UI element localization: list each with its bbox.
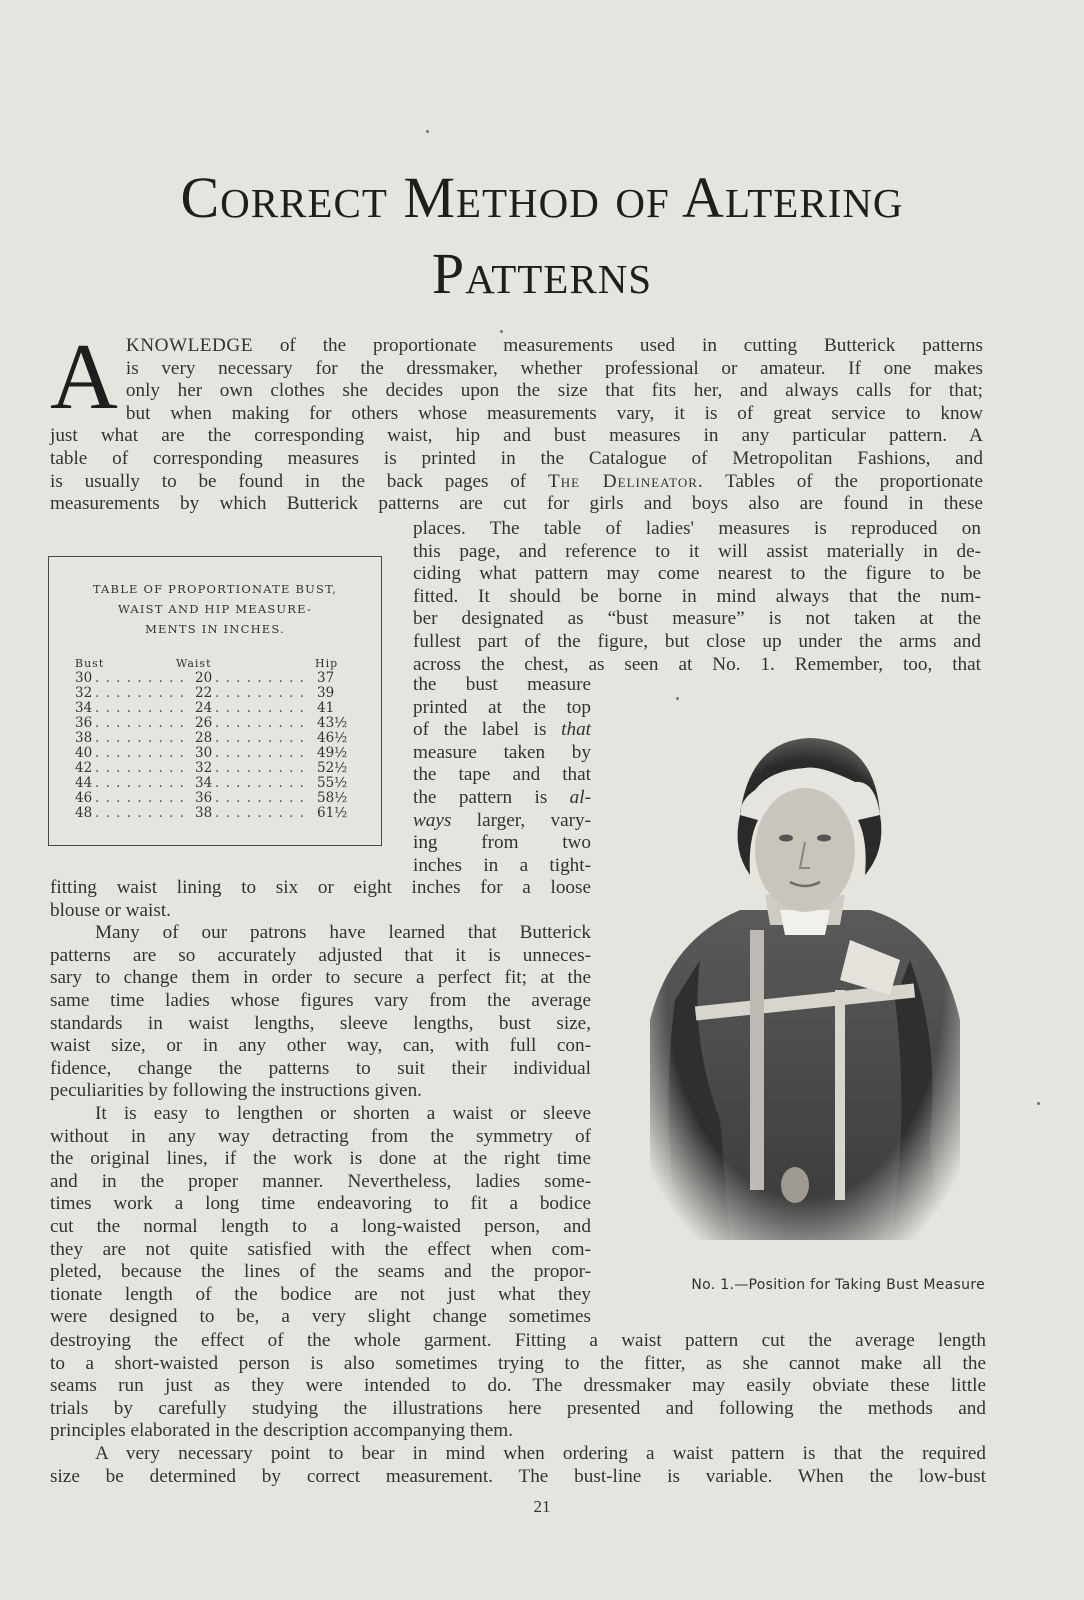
body-line: sary to change them in order to secure a perfect fit; at the bbox=[50, 967, 591, 989]
table-cell: 52½ bbox=[317, 760, 348, 776]
body-line: size be determined by correct measurement. The bust-line is variable. When the low-bust bbox=[50, 1465, 986, 1487]
table-body bbox=[75, 671, 347, 821]
table-cell: 32 bbox=[195, 760, 213, 776]
table-row bbox=[75, 761, 347, 776]
table-cell: 48 bbox=[75, 805, 93, 821]
body-line: were designed to be, a very slight change sometimes bbox=[50, 1306, 591, 1328]
table-cell: 30 bbox=[75, 670, 93, 686]
table-cell: 44 bbox=[75, 775, 93, 791]
header-hip: Hip bbox=[315, 657, 339, 670]
dot-leader: . . . . . . . . . bbox=[215, 671, 305, 686]
body-line: Many of our patrons have learned that Butterick bbox=[95, 922, 591, 944]
print-speck bbox=[426, 130, 429, 133]
page-title bbox=[60, 160, 1024, 312]
table-row bbox=[75, 701, 347, 716]
table-cell: 26 bbox=[195, 715, 213, 731]
table-cell: 36 bbox=[195, 790, 213, 806]
dot-leader: . . . . . . . . . bbox=[95, 776, 185, 791]
table-cell: 43½ bbox=[317, 715, 348, 731]
dot-leader: . . . . . . . . . bbox=[95, 701, 185, 716]
body-line: peculiarities by following the instructions given. bbox=[50, 1080, 422, 1102]
body-line: same time ladies whose figures vary from the average bbox=[50, 989, 591, 1011]
table-cell: 58½ bbox=[317, 790, 348, 806]
body-line: fitting waist lining to six or eight inches for a loose bbox=[50, 877, 591, 898]
body-line: patterns are so accurately adjusted that it is unneces- bbox=[50, 944, 591, 966]
table-cell: 34 bbox=[195, 775, 213, 791]
portrait-photo bbox=[640, 720, 970, 1240]
dot-leader: . . . . . . . . . bbox=[95, 806, 185, 821]
body-line: to a short-waisted person is also sometimes trying to the fitter, as she cannot make all the bbox=[50, 1352, 986, 1374]
intro-line: KNOWLEDGE of the proportionate measurements used in cutting Butterick patterns bbox=[125, 335, 983, 356]
left-column-text bbox=[50, 877, 591, 1329]
body-line: the bust measure bbox=[413, 674, 591, 695]
dot-leader: . . . . . . . . . bbox=[215, 761, 305, 776]
body-line: table of corresponding measures is printed in the Catalogue of Metropolitan Fashions, and bbox=[50, 447, 983, 469]
table-row bbox=[75, 731, 347, 746]
body-line: tionate length of the bodice are not just what they bbox=[50, 1283, 591, 1305]
body-line: blouse or waist. bbox=[50, 899, 171, 921]
body-line: trials by carefully studying the illustrations here presented and following the methods and bbox=[50, 1397, 986, 1419]
intro-line: but when making for others whose measurements vary, it is of great service to know bbox=[125, 402, 983, 424]
italic-word: that bbox=[561, 719, 591, 741]
dot-leader: . . . . . . . . . bbox=[215, 806, 305, 821]
italic-word: al- bbox=[569, 786, 591, 808]
print-speck bbox=[676, 697, 679, 700]
dot-leader: . . . . . . . . . bbox=[215, 716, 305, 731]
table-caption: TABLE OF PROPORTIONATE BUST, WAIST AND HIP MEASURE- MENTS IN INCHES. bbox=[92, 582, 338, 636]
table-row bbox=[75, 746, 347, 761]
body-line: and in the proper manner. Nevertheless, ladies some- bbox=[50, 1170, 591, 1192]
bottom-text bbox=[50, 1330, 986, 1488]
table-cell: 28 bbox=[195, 730, 213, 746]
table-row bbox=[75, 776, 347, 791]
table-cell: 46½ bbox=[317, 730, 348, 746]
body-line: measurements by which Butterick patterns are cut for girls and boys also are found in these bbox=[50, 493, 983, 515]
dot-leader: . . . . . . . . . bbox=[215, 791, 305, 806]
body-line: printed at the top bbox=[413, 696, 591, 718]
body-line: pleted, because the lines of the seams and the propor- bbox=[50, 1261, 591, 1283]
table-cell: 49½ bbox=[317, 745, 348, 761]
dot-leader: . . . . . . . . . bbox=[215, 776, 305, 791]
title-line-2: Patterns bbox=[431, 241, 653, 306]
table-cell: 40 bbox=[75, 745, 93, 761]
table-cell: 39 bbox=[317, 685, 335, 701]
body-line: inches in a tight- bbox=[413, 854, 591, 876]
body-line: is usually to be found in the back pages of The Delineator. Tables of the proportionate bbox=[50, 470, 984, 492]
intro-line: is very necessary for the dressmaker, whether professional or amateur. If one makes bbox=[125, 357, 983, 379]
table-cell: 36 bbox=[75, 715, 93, 731]
body-line: standards in waist lengths, sleeve lengths, bust size, bbox=[50, 1012, 591, 1034]
body-line: It is easy to lengthen or shorten a waist or sleeve bbox=[95, 1102, 591, 1124]
dot-leader: . . . . . . . . . bbox=[95, 686, 185, 701]
dot-leader: . . . . . . . . . bbox=[95, 716, 185, 731]
table-cell: 42 bbox=[75, 760, 93, 776]
body-line: this page, and reference to it will assist materially in de- bbox=[413, 540, 981, 562]
intro-paragraph bbox=[50, 325, 984, 516]
measurements-table bbox=[48, 556, 382, 846]
body-line: ing from two bbox=[413, 832, 591, 854]
title-line-1: Correct Method of Altering bbox=[180, 165, 904, 230]
body-line: ways larger, vary- bbox=[413, 809, 591, 831]
dot-leader: . . . . . . . . . bbox=[215, 686, 305, 701]
italic-word: ways bbox=[413, 809, 452, 831]
body-line: they are not quite satisfied with the effect when com- bbox=[50, 1238, 591, 1260]
dot-leader: . . . . . . . . . bbox=[95, 761, 185, 776]
table-cell: 34 bbox=[75, 700, 93, 716]
dot-leader: . . . . . . . . . bbox=[215, 746, 305, 761]
magazine-name: The Delineator. bbox=[547, 470, 704, 492]
table-cell: 32 bbox=[75, 685, 93, 701]
body-line: the original lines, if the work is done at the right time bbox=[50, 1148, 591, 1170]
body-line: measure taken by bbox=[413, 741, 591, 763]
body-line: fitted. It should be borne in mind always that the num- bbox=[413, 585, 981, 607]
table-cell: 22 bbox=[195, 685, 213, 701]
table-cell: 30 bbox=[195, 745, 213, 761]
body-line: just what are the corresponding waist, hip and bust measures in any particular pattern. A bbox=[50, 425, 983, 447]
body-line: principles elaborated in the description accompanying them. bbox=[50, 1420, 514, 1442]
header-bust: Bust bbox=[75, 657, 105, 670]
page-number: 21 bbox=[533, 1497, 551, 1516]
body-line: waist size, or in any other way, can, with full con- bbox=[50, 1035, 591, 1057]
dot-leader: . . . . . . . . . bbox=[95, 731, 185, 746]
header-waist: Waist bbox=[176, 657, 212, 670]
table-row bbox=[75, 806, 347, 821]
body-line: ciding what pattern may come nearest to the figure to be bbox=[413, 563, 981, 585]
intro-line: only her own clothes she decides upon the size that fits her, and always calls for that; bbox=[125, 380, 983, 402]
table-cell: 24 bbox=[195, 700, 213, 716]
body-line: the tape and that bbox=[413, 764, 591, 786]
table-row bbox=[75, 671, 347, 686]
table-header bbox=[75, 657, 347, 671]
dot-leader: . . . . . . . . . bbox=[95, 671, 185, 686]
photo-caption: No. 1.—Position for Taking Bust Measure bbox=[691, 1277, 985, 1293]
table-row bbox=[75, 716, 347, 731]
print-speck bbox=[500, 330, 503, 333]
table-cell: 41 bbox=[317, 700, 335, 716]
body-line: seams run just as they were intended to do. The dressmaker may easily obviate these little bbox=[50, 1375, 986, 1397]
table-row bbox=[75, 686, 347, 701]
body-line: the pattern is al- bbox=[413, 786, 591, 808]
narrow-column-text bbox=[413, 674, 591, 877]
body-line: places. The table of ladies' measures is reproduced on bbox=[413, 518, 981, 539]
body-line: fullest part of the figure, but close up under the arms and bbox=[413, 630, 981, 652]
print-speck bbox=[1037, 1102, 1040, 1105]
table-cell: 38 bbox=[195, 805, 213, 821]
drop-cap: A bbox=[50, 325, 118, 429]
body-line: ber designated as “bust measure” is not taken at the bbox=[413, 608, 981, 630]
table-cell: 46 bbox=[75, 790, 93, 806]
body-line: times work a long time endeavoring to fit a bodice bbox=[50, 1193, 591, 1215]
dot-leader: . . . . . . . . . bbox=[215, 701, 305, 716]
body-line: of the label is that bbox=[413, 719, 591, 741]
table-cell: 38 bbox=[75, 730, 93, 746]
dot-leader: . . . . . . . . . bbox=[95, 791, 185, 806]
body-line: A very necessary point to bear in mind when ordering a waist pattern is that the required bbox=[95, 1442, 986, 1464]
body-line: across the chest, as seen at No. 1. Remember, too, that bbox=[413, 653, 981, 675]
table-cell: 61½ bbox=[317, 805, 348, 821]
body-line: cut the normal length to a long-waisted person, and bbox=[50, 1215, 591, 1237]
table-cell: 55½ bbox=[317, 775, 348, 791]
body-line: without in any way detracting from the symmetry of bbox=[50, 1125, 591, 1147]
table-cell: 20 bbox=[195, 670, 213, 686]
table-cell: 37 bbox=[317, 670, 335, 686]
dot-leader: . . . . . . . . . bbox=[215, 731, 305, 746]
right-column-text bbox=[413, 518, 981, 676]
body-line: destroying the effect of the whole garment. Fitting a waist pattern cut the average length bbox=[50, 1330, 986, 1351]
body-line: fidence, change the patterns to suit their individual bbox=[50, 1057, 591, 1079]
dot-leader: . . . . . . . . . bbox=[95, 746, 185, 761]
table-row bbox=[75, 791, 347, 806]
